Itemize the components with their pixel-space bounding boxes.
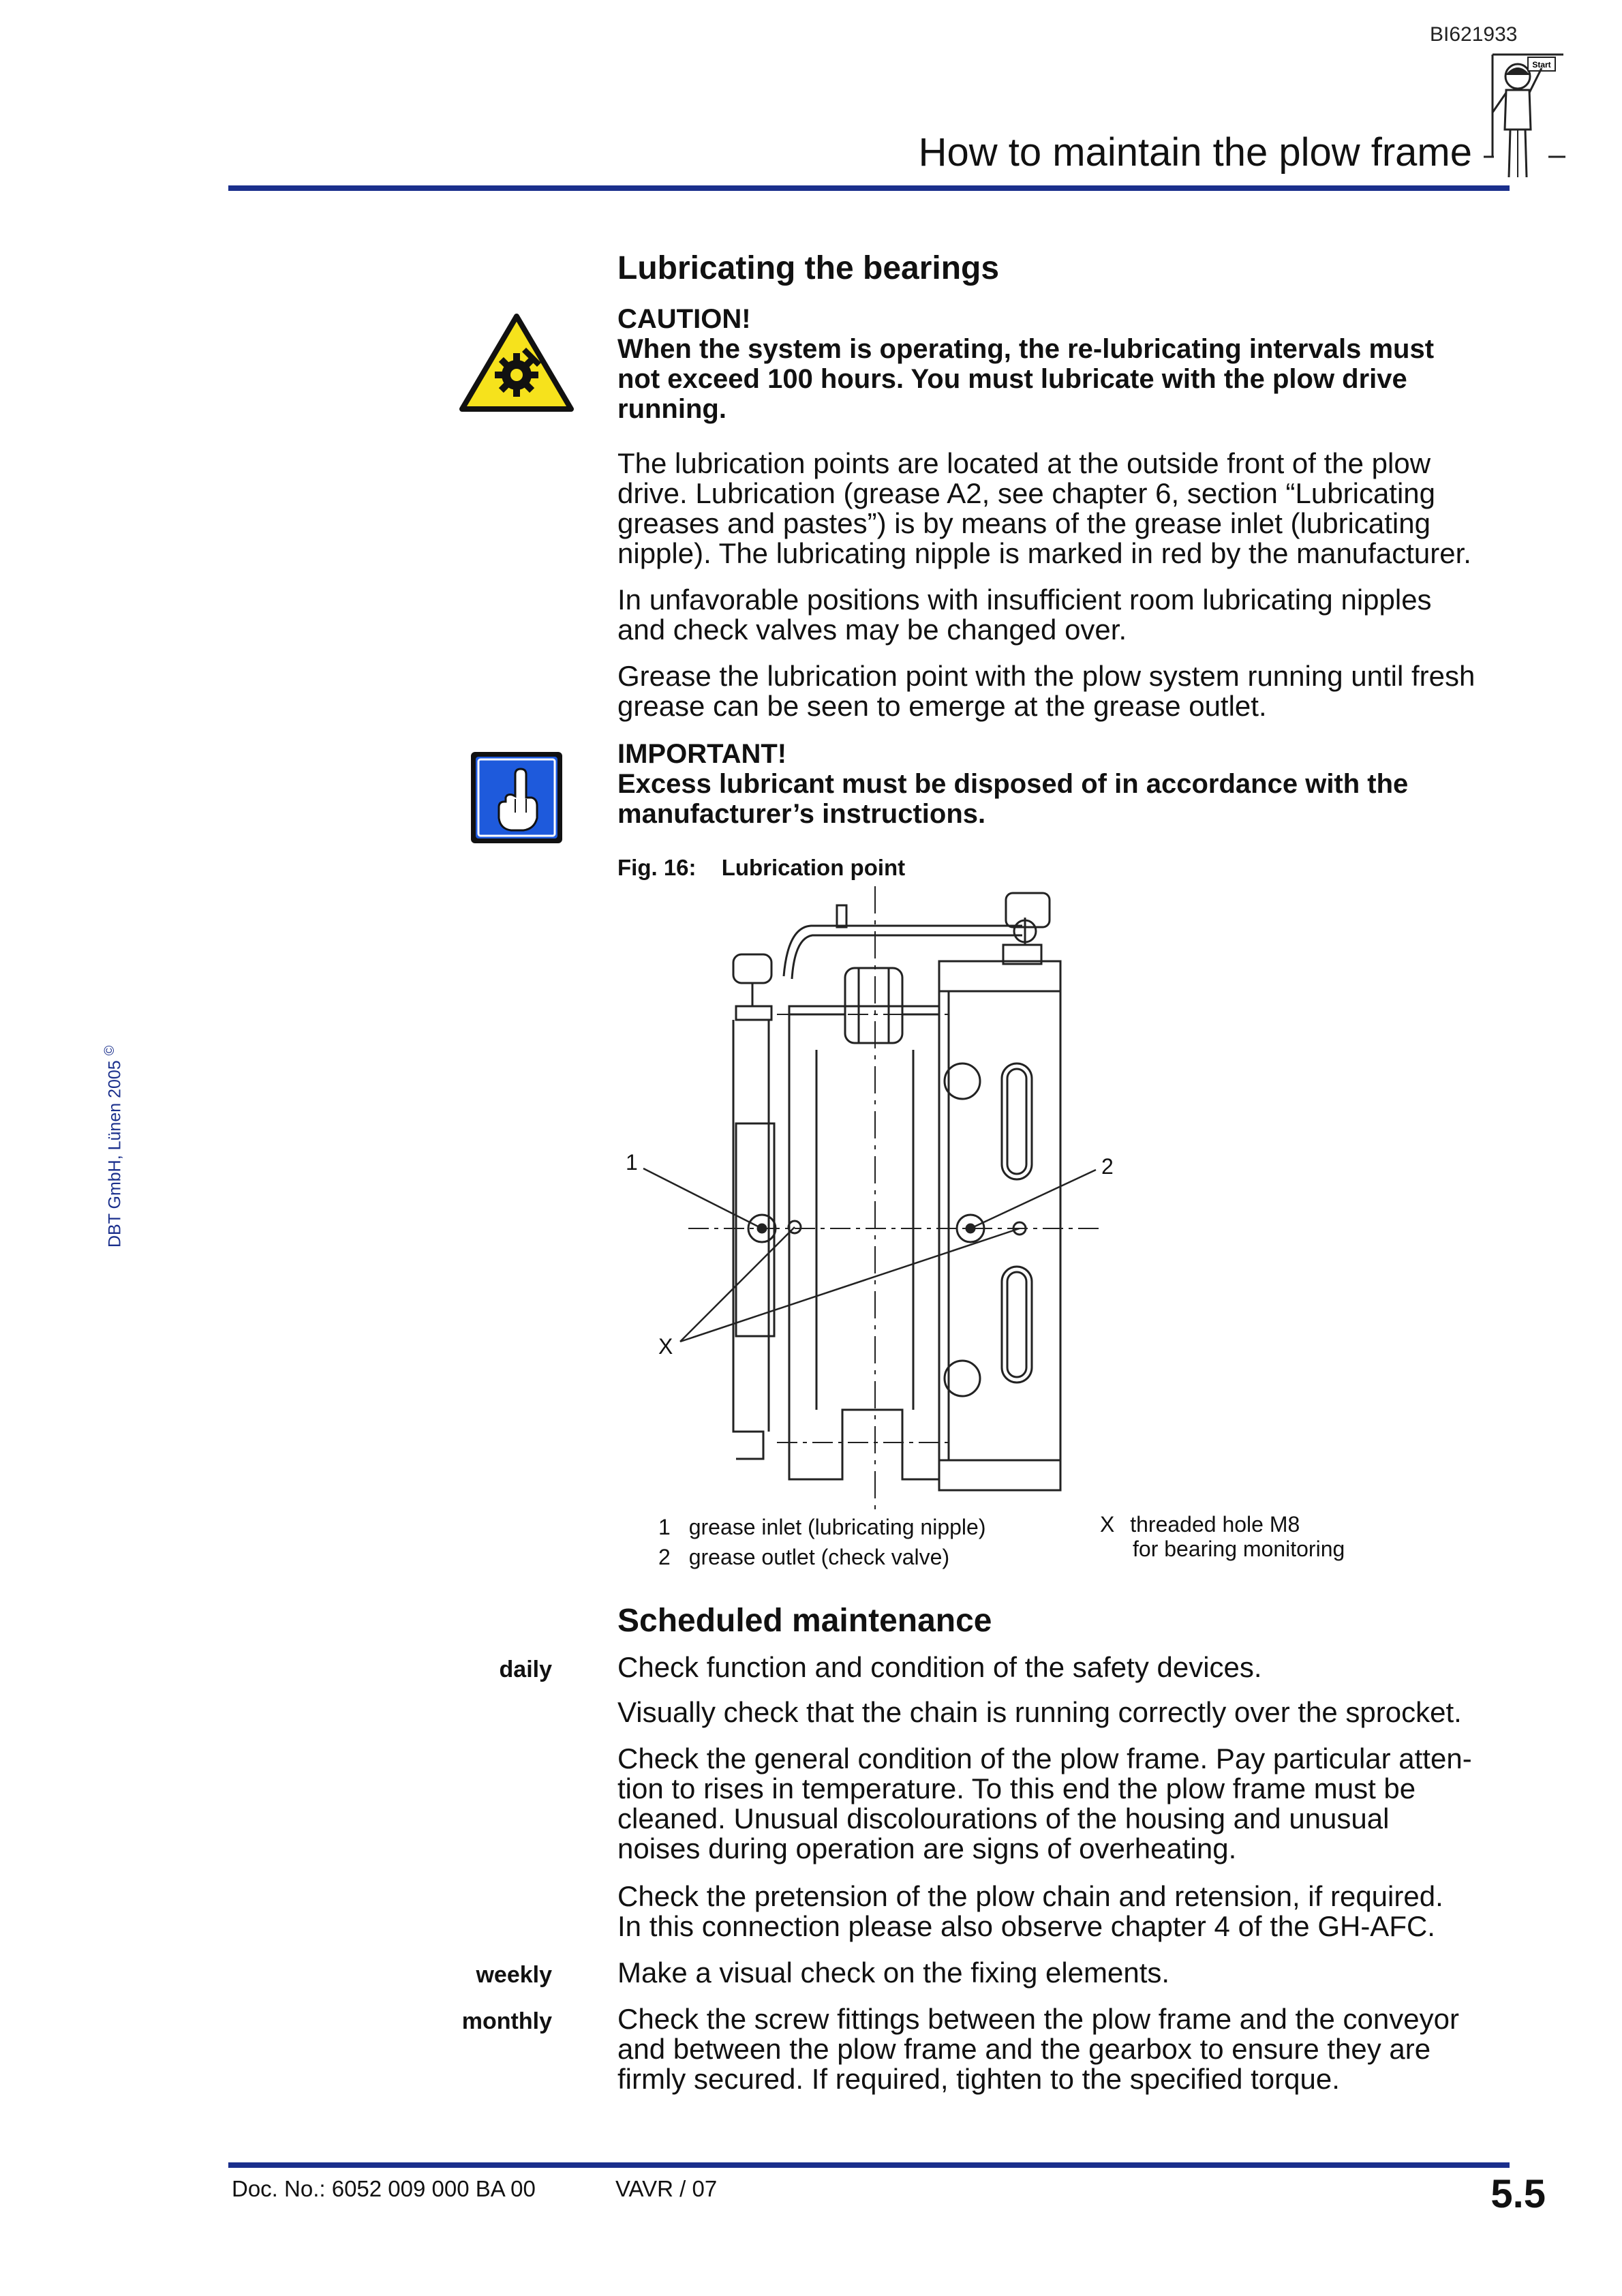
legend-text: grease outlet (check valve) <box>688 1545 950 1569</box>
important-block <box>617 739 1531 829</box>
pointing-hand-icon <box>469 750 564 845</box>
text-line: greases and pastes”) is by means of the grease inlet (lubricating <box>617 507 1430 539</box>
legend-key: 2 <box>658 1545 671 1569</box>
caution-line: When the system is operating, the re-lubricating intervals must <box>617 334 1435 364</box>
callout-2: 2 <box>1101 1154 1114 1179</box>
text-line: Check the general condition of the plow frame. Pay particular atten- <box>617 1742 1472 1774</box>
caution-line: not exceed 100 hours. You must lubricate with the plow drive <box>617 364 1407 394</box>
text-line: nipple). The lubricating nipple is marked in red by the manufacturer. <box>617 537 1471 569</box>
weekly-check-fixing: Make a visual check on the fixing elements. <box>617 1957 1170 1989</box>
legend-key: X <box>1100 1512 1115 1537</box>
legend-item <box>1100 1512 1345 1537</box>
label-weekly: weekly <box>476 1962 552 1988</box>
footer-version: VAVR / 07 <box>615 2176 718 2201</box>
section-heading-lubricating: Lubricating the bearings <box>617 250 1000 286</box>
warning-gear-icon <box>458 312 575 413</box>
legend-text: grease inlet (lubricating nipple) <box>688 1515 986 1539</box>
legend-item <box>658 1542 985 1572</box>
figure-legend-left <box>658 1512 985 1572</box>
text-line: Check the screw fittings between the plow frame and the conveyor <box>617 2003 1459 2035</box>
footer-rule <box>228 2162 1510 2168</box>
daily-check-frame <box>617 1744 1531 1864</box>
start-figure-icon <box>1480 48 1569 184</box>
caution-block <box>617 304 1531 424</box>
paragraph-unfavorable-positions <box>617 585 1531 645</box>
text-line: Check the pretension of the plow chain and retension, if required. <box>617 1880 1443 1912</box>
figure-legend-right <box>1100 1512 1345 1561</box>
important-label: IMPORTANT! <box>617 739 787 769</box>
text-line: In this connection please also observe chapter 4 of the GH-AFC. <box>617 1910 1435 1942</box>
figure-title: Lubrication point <box>721 855 906 880</box>
footer-doc-number: Doc. No.: 6052 009 000 BA 00 <box>232 2176 536 2201</box>
figure-caption <box>617 855 905 881</box>
caution-line: running. <box>617 394 726 424</box>
label-monthly: monthly <box>461 2008 552 2034</box>
copyright-notice <box>102 1046 125 1248</box>
text-line: cleaned. Unusual discolourations of the housing and unusual <box>617 1802 1390 1834</box>
text-line: In unfavorable positions with insufficient room lubricating nipples <box>617 584 1432 616</box>
important-line: Excess lubricant must be disposed of in accordance with the <box>617 769 1409 799</box>
page-title: How to maintain the plow frame <box>918 130 1472 175</box>
legend-text: threaded hole M8 <box>1130 1512 1300 1537</box>
document-id: BI621933 <box>1430 23 1518 46</box>
text-line: The lubrication points are located at the outside front of the plow <box>617 447 1431 479</box>
section-heading-scheduled: Scheduled maintenance <box>617 1603 992 1639</box>
text-line: grease can be seen to emerge at the grease outlet. <box>617 690 1267 722</box>
legend-text: for bearing monitoring <box>1133 1537 1345 1561</box>
text-line: tion to rises in temperature. To this end the plow frame must be <box>617 1772 1416 1804</box>
text-line: noises during operation are signs of overheating. <box>617 1832 1237 1864</box>
text-line: firmly secured. If required, tighten to the specified torque. <box>617 2063 1340 2095</box>
legend-item <box>658 1512 985 1542</box>
copyright-text: DBT GmbH, Lünen 2005 <box>105 1060 125 1248</box>
label-daily: daily <box>499 1657 552 1682</box>
caution-label: CAUTION! <box>617 304 751 334</box>
daily-check-chain: Visually check that the chain is running correctly over the sprocket. <box>617 1696 1462 1728</box>
legend-key: 1 <box>658 1515 671 1539</box>
figure-number: Fig. 16: <box>617 855 697 880</box>
paragraph-lubrication-points <box>617 449 1531 569</box>
daily-check-safety: Check function and condition of the safety devices. <box>617 1651 1262 1683</box>
text-line: Grease the lubrication point with the plow system running until fresh <box>617 660 1475 692</box>
lubrication-point-drawing <box>613 886 1131 1513</box>
callout-1: 1 <box>626 1150 638 1175</box>
text-line: drive. Lubrication (grease A2, see chapter 6, section “Lubricating <box>617 477 1436 509</box>
paragraph-grease-point <box>617 661 1531 721</box>
svg-text:Start: Start <box>1532 60 1551 70</box>
text-line: and check valves may be changed over. <box>617 614 1127 646</box>
callout-x: X <box>658 1334 673 1359</box>
page-number: 5.5 <box>1490 2172 1546 2216</box>
header-rule <box>228 185 1510 191</box>
monthly-check-screws <box>617 2004 1531 2094</box>
important-line: manufacturer’s instructions. <box>617 799 986 829</box>
copyright-symbol: © <box>102 1045 117 1056</box>
daily-check-pretension <box>617 1882 1531 1942</box>
text-line: and between the plow frame and the gearbox to ensure they are <box>617 2033 1431 2065</box>
